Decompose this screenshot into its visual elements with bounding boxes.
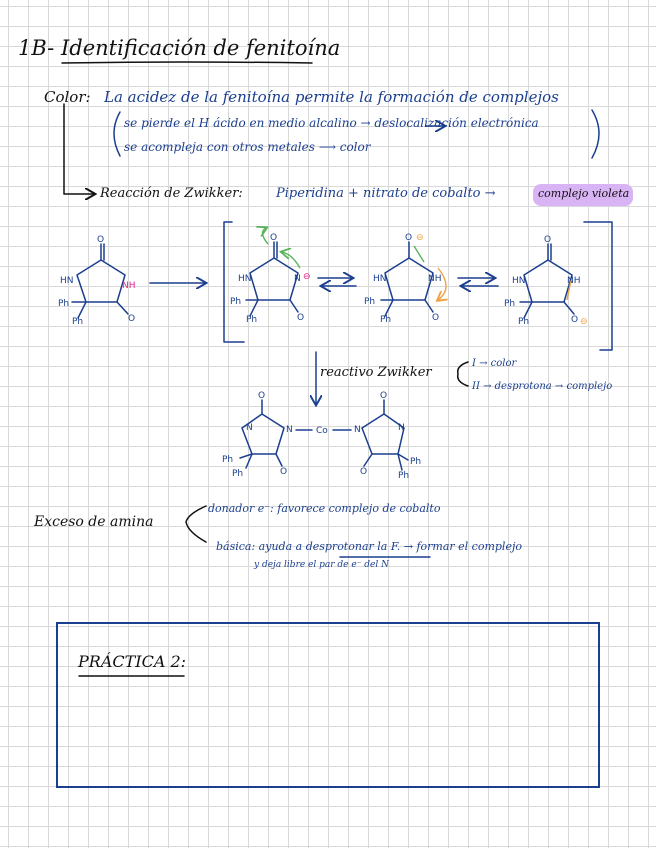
reagent-item-1: I → color <box>472 358 517 369</box>
atom-n: N <box>398 423 405 433</box>
atom-hn: HN <box>238 274 252 284</box>
resonance-structure-1 <box>230 228 311 325</box>
atom-ph: Ph <box>518 317 530 327</box>
atom-o: O <box>360 467 368 477</box>
color-line-1: La acidez de la fenitoína permite la formación de complejos <box>104 88 559 106</box>
resonance-structure-3 <box>504 235 588 327</box>
amine-basic: básica: ayuda a desprotonar la F. → formar el complejo <box>216 540 522 553</box>
amine-brace <box>186 506 206 542</box>
atom-ph: Ph <box>232 469 244 479</box>
practice-title: PRÁCTICA 2: <box>78 652 187 671</box>
atom-o: O <box>405 233 413 243</box>
color-line-3: se acompleja con otros metales ⟶ color <box>124 140 371 154</box>
atom-ph: Ph <box>504 299 516 309</box>
atom-hn: HN <box>60 276 74 286</box>
charge-minus: ⊖ <box>580 317 588 327</box>
atom-nh: NH <box>567 276 581 286</box>
atom-ph: Ph <box>364 297 376 307</box>
atom-o: O <box>297 313 305 323</box>
color-to-reaction-arrow <box>64 104 94 194</box>
atom-o: O <box>544 235 552 245</box>
cobalt-complex-structure <box>222 391 421 481</box>
color-label: Color: <box>44 88 91 106</box>
color-line-2: se pierde el H ácido en medio alcalino → deslocalización electrónica <box>124 116 539 130</box>
atom-nh: NH <box>122 281 136 291</box>
atom-o: O <box>380 391 388 401</box>
atom-o: O <box>432 313 440 323</box>
atom-nh: NH <box>428 274 442 284</box>
atom-ph: Ph <box>410 457 422 467</box>
atom-ph: Ph <box>222 455 234 465</box>
phenytoin-structure <box>58 235 136 327</box>
reaction-label: Reacción de Zwikker: <box>100 186 243 201</box>
atom-o: O <box>258 391 266 401</box>
atom-n: N <box>294 274 301 284</box>
atom-ph: Ph <box>230 297 242 307</box>
charge-minus: ⊖ <box>416 233 424 243</box>
right-bracket <box>584 222 612 350</box>
atom-co: Co <box>316 426 328 436</box>
page-title: 1B- Identificación de fenitoína <box>18 36 341 60</box>
atom-o: O <box>97 235 105 245</box>
atom-ph: Ph <box>58 299 70 309</box>
atom-n: N <box>246 423 253 433</box>
amine-label: Exceso de amina <box>34 514 154 530</box>
reagent-brace <box>458 362 468 386</box>
resonance-structure-2 <box>364 233 446 325</box>
atom-hn: HN <box>373 274 387 284</box>
right-paren <box>592 110 599 158</box>
atom-ph: Ph <box>246 315 258 325</box>
atom-n: N <box>286 425 293 435</box>
atom-hn: HN <box>512 276 526 286</box>
atom-n: N <box>354 425 361 435</box>
atom-o: O <box>280 467 288 477</box>
atom-o: O <box>270 233 278 243</box>
reagent-label: reactivo Zwikker <box>320 365 432 380</box>
charge-minus: ⊖ <box>303 272 311 282</box>
reagent-item-2: II → desprotona → complejo <box>472 381 613 392</box>
reaction-text: Piperidina + nitrato de cobalto → <box>276 186 496 201</box>
atom-o: O <box>571 315 579 325</box>
amine-basic-note: y deja libre el par de e⁻ del N <box>254 560 389 570</box>
atom-ph: Ph <box>72 317 84 327</box>
left-paren <box>114 112 120 156</box>
atom-ph: Ph <box>398 471 410 481</box>
atom-ph: Ph <box>380 315 392 325</box>
atom-o: O <box>128 314 136 324</box>
amine-donor: donador e⁻: favorece complejo de cobalto <box>208 502 441 515</box>
product-text: complejo violeta <box>538 187 630 200</box>
